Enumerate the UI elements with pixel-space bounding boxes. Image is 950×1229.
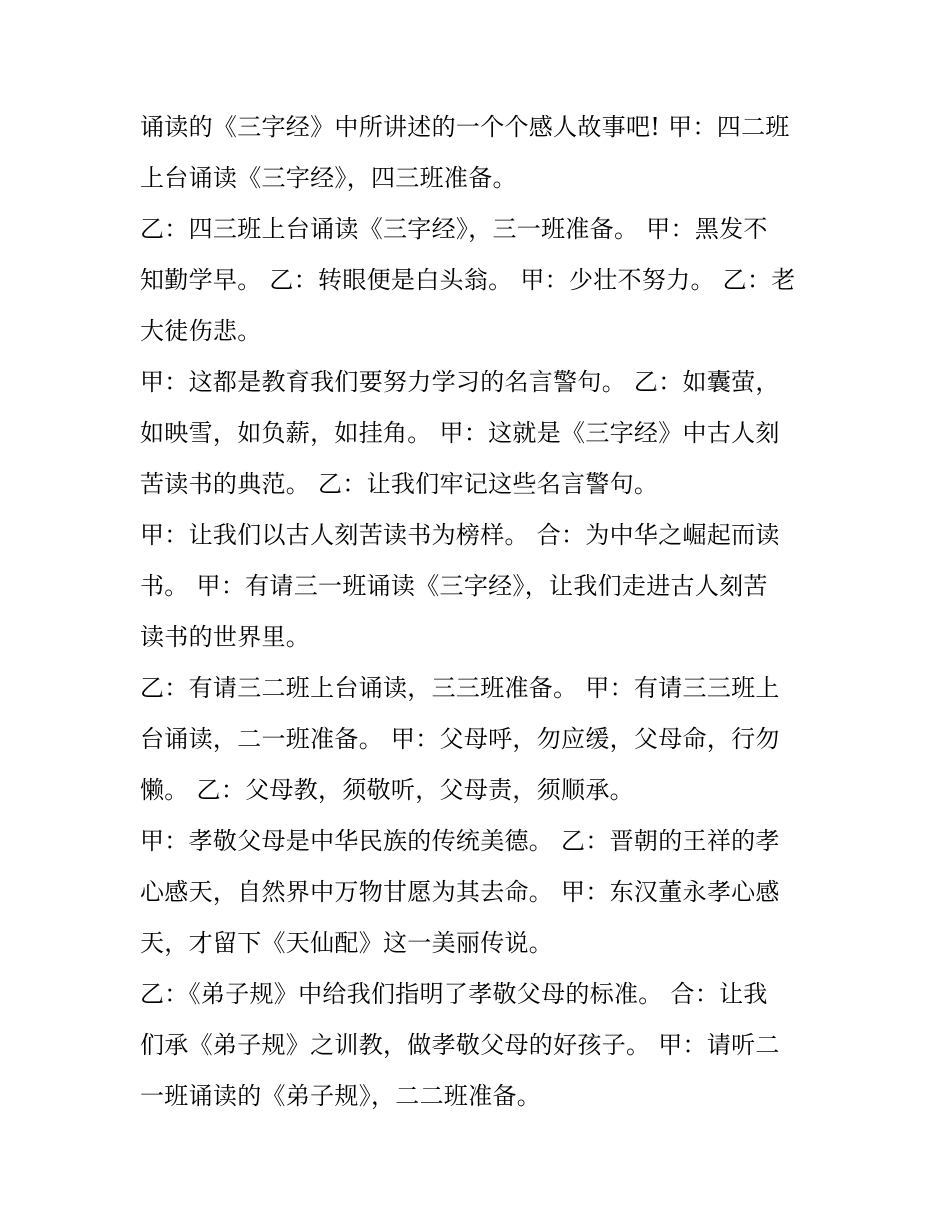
text-line: 书。 甲：有请三一班诵读《三字经》，让我们走进古人刻苦: [140, 572, 768, 600]
document-body: [140, 102, 810, 1122]
text-line: 甲：让我们以古人刻苦读书为榜样。 合：为中华之崛起而读: [140, 521, 780, 549]
text-line: 甲：孝敬父母是中华民族的传统美德。 乙：晋朝的王祥的孝: [140, 827, 780, 855]
text-line: 大徒伤悲。: [140, 317, 262, 345]
text-line: 心感天，自然界中万物甘愿为其去命。 甲：东汉董永孝心感: [140, 878, 780, 906]
text-line: 们承《弟子规》之训教，做孝敬父母的好孩子。 甲：请听二: [140, 1031, 780, 1059]
text-line: 苦读书的典范。 乙：让我们牢记这些名言警句。: [140, 470, 659, 498]
text-line: 一班诵读的《弟子规》，二二班准备。: [140, 1082, 542, 1110]
text-line: 上台诵读《三字经》，四三班准备。: [140, 164, 517, 192]
text-line: 乙：《弟子规》中给我们指明了孝敬父母的标准。 合：让我: [140, 980, 768, 1008]
text-line: 读书的世界里。: [140, 623, 311, 651]
text-line: 甲：这都是教育我们要努力学习的名言警句。 乙：如囊萤，: [140, 368, 780, 396]
text-line: 如映雪，如负薪，如挂角。 甲：这就是《三字经》中古人刻: [140, 419, 780, 447]
text-line: 天，才留下《天仙配》这一美丽传说。: [140, 929, 554, 957]
text-line: 知勤学早。 乙：转眼便是白头翁。 甲：少壮不努力。 乙：老: [140, 266, 796, 294]
text-line: 懒。 乙：父母教，须敬听，父母责，须顺承。: [140, 776, 634, 804]
text-line: 乙：四三班上台诵读《三字经》，三一班准备。 甲：黑发不: [140, 215, 768, 243]
text-line: 乙：有请三二班上台诵读，三三班准备。 甲：有请三三班上: [140, 674, 780, 702]
text-line: 诵读的《三字经》中所讲述的一个个感人故事吧! 甲：四二班: [140, 113, 790, 141]
text-line: 台诵读，二一班准备。 甲：父母呼，勿应缓，父母命，行勿: [140, 725, 780, 753]
